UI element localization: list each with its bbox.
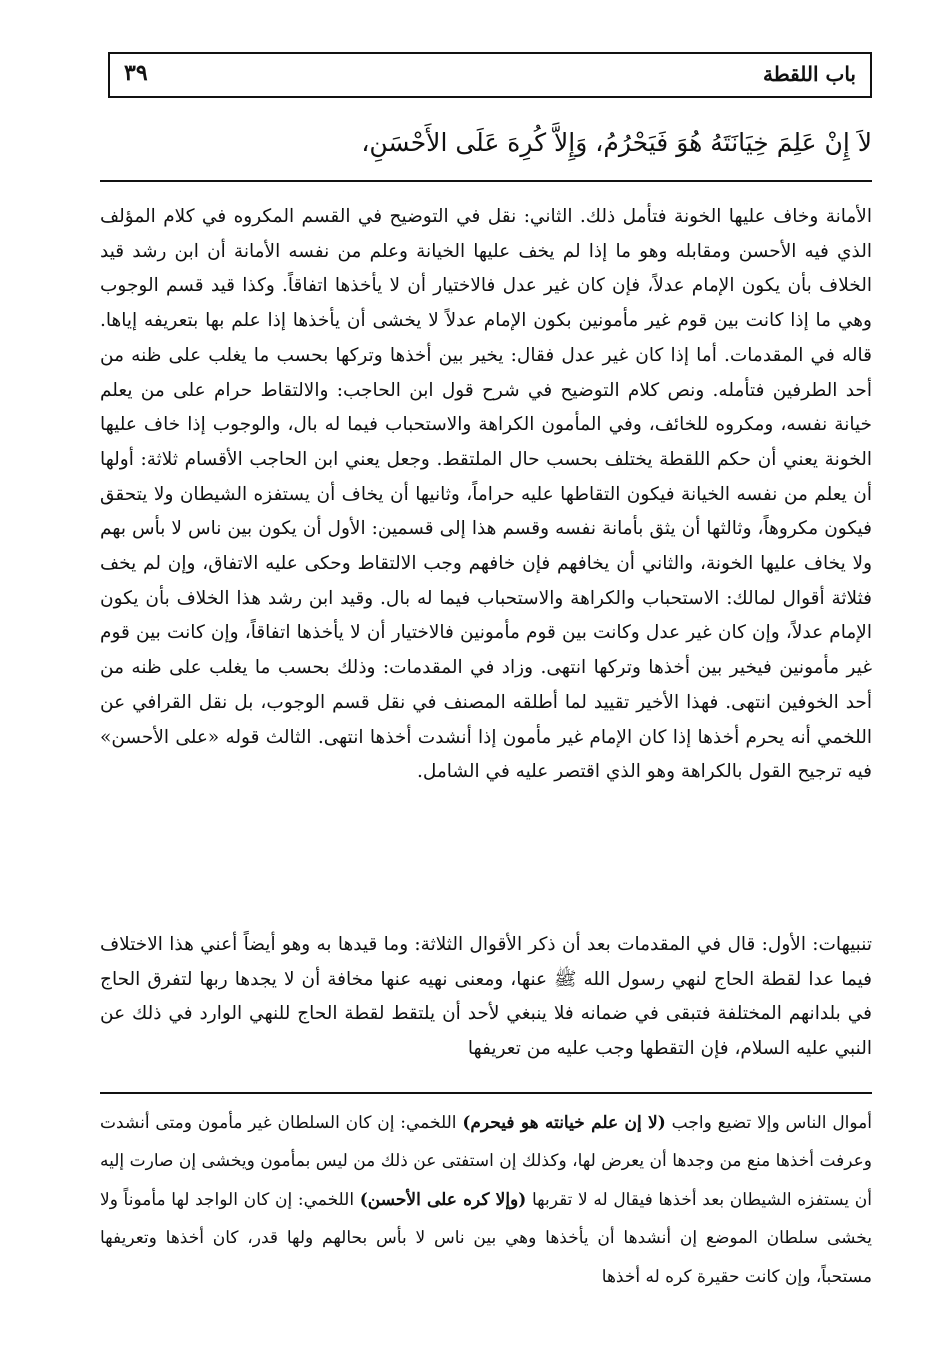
- page-header: [108, 52, 872, 98]
- main-text: لاَ إِنْ عَلِمَ خِيَانَتَهُ هُوَ فَيَحْرُمُ، وَإِلاَّ كُرِهَ عَلَى الأَحْسَنِ،: [361, 128, 872, 157]
- footnote-block: [100, 1104, 872, 1296]
- footnote-part-3: اللخمي: إن كان الواجد لها مأموناً ولا يخشى سلطان الموضع إن أنشدها أن يأخذها وهي بين ناس لا بأس بحالهم ولها قدر، كان أخذها وتعريفها مستحباً، وإن كانت حقيرة كره له أخذها: [100, 1189, 872, 1287]
- footnote-bold-1: (لا إن علم خيانته هو فيحرم): [462, 1113, 666, 1133]
- commentary-paragraph-1: [100, 200, 872, 790]
- commentary-paragraph-2: [100, 928, 872, 1067]
- footnote-divider: [100, 1092, 872, 1094]
- chapter-title: باب اللقطة: [763, 62, 856, 86]
- commentary-text-1: الأمانة وخاف عليها الخونة فتأمل ذلك. الثاني: نقل في التوضيح في القسم المكروه في كلام المؤلف الذي فيه الأحسن ومقابله وهو ما إذا لم يخف عليها الخيانة وعلم من نفسه الأمانة أن ابن رشد قيد الخلاف بأن يكون الإمام عدلاً، فإن كان غير عدل فالاختيار أن لا يأخذها اتفاقاً. وكذا قيد قسم الوجوب وهي ما إذا كانت بين قوم غير مأمونين بكون الإمام عدلاً لا يخشى أن يأخذها إذا علم بها بتعريفه إياها. قاله في المقدمات. أما إذا كان غير عدل فقال: يخير بين أخذها وتركها بحسب ما يغلب على ظنه من أحد الطرفين فتأمله. ونص كلام التوضيح في شرح قول ابن الحاجب: والالتقاط حرام على من يعلم خيانة نفسه، ومكروه للخائف، وفي المأمون الكراهة والاستحباب فيما له بال، والوجوب إذا خاف عليها الخونة يعني أن حكم اللقطة يختلف بحسب حال الملتقط. وجعل يعني ابن الحاجب الأقسام ثلاثة: أولها أن يعلم من نفسه الخيانة فيكون التقاطها عليه حراماً، وثانيها أن يخاف أن يستفزه الشيطان ولا يتحقق فيكون مكروهاً، وثالثها أن يثق بأمانة نفسه وقسم هذا إلى قسمين: الأول أن يكون بين ناس لا بأس بهم ولا يخاف عليها الخونة، والثاني أن يخافهم فإن خافهم وجب الالتقاط وحكى عليه الاتفاق، وإن لم يخف فثلاثة أقوال لمالك: الاستحباب والكراهة والاستحباب فيما له بال. وقيد ابن رشد هذا الخلاف بأن يكون الإمام عدلاً، وإن كان غير عدل وكانت بين قوم مأمونين فالاختيار أن لا يأخذها اتفاقاً، وإن كانت بين قوم غير مأمونين فيخير بين أخذها وتركها انتهى. وزاد في المقدمات: وذلك بحسب ما يغلب على ظنه من أحد الخوفين انتهى. فهذا الأخير تقييد لما أطلقه المصنف في نقل قسم الوجوب، بل نقل القرافي عن اللخمي أنه يحرم أخذها إذا كان الإمام غير مأمون إذا أنشدت أخذها انتهى. الثالث قوله «على الأحسن» فيه ترجيح القول بالكراهة وهو الذي اقتصر عليه في الشامل.: [100, 206, 872, 783]
- footnote-bold-2: (وإلا كره على الأحسن): [359, 1189, 527, 1210]
- page-number: ٣٩: [124, 60, 148, 86]
- footnote-part-1: أموال الناس وإلا تضيع واجب: [671, 1113, 873, 1133]
- main-text-divider: [100, 180, 872, 182]
- commentary-text-2: تنبيهات: الأول: قال في المقدمات بعد أن ذكر الأقوال الثلاثة: وما قيدها به وهو أيضاً أعني هذا الاختلاف فيما عدا لقطة الحاج لنهي رسول الله ﷺ عنها، ومعنى نهيه عنها مخافة أن لا يجدها ربها لتفرق الحاج في بلدانهم المختلفة فتبقى في ضمانه فلا ينبغي لأحد أن يلتقط لقطة الحاج للنهي الوارد في ذلك عن النبي عليه السلام، فإن التقطها وجب عليه من تعريفها: [100, 934, 872, 1060]
- footnote-part-2: اللخمي: إن كان السلطان غير مأمون ومتى أنشدت وعرفت أخذها منع من وجدها أن يعرض لها، وكذلك إن استفتى عن ذلك من ليس بمأمون ويخشى إن صارت إليه أن يستفزه الشيطان بعد أخذها فيقال له لا تقربها: [100, 1113, 873, 1210]
- footnote-text: [100, 1104, 872, 1296]
